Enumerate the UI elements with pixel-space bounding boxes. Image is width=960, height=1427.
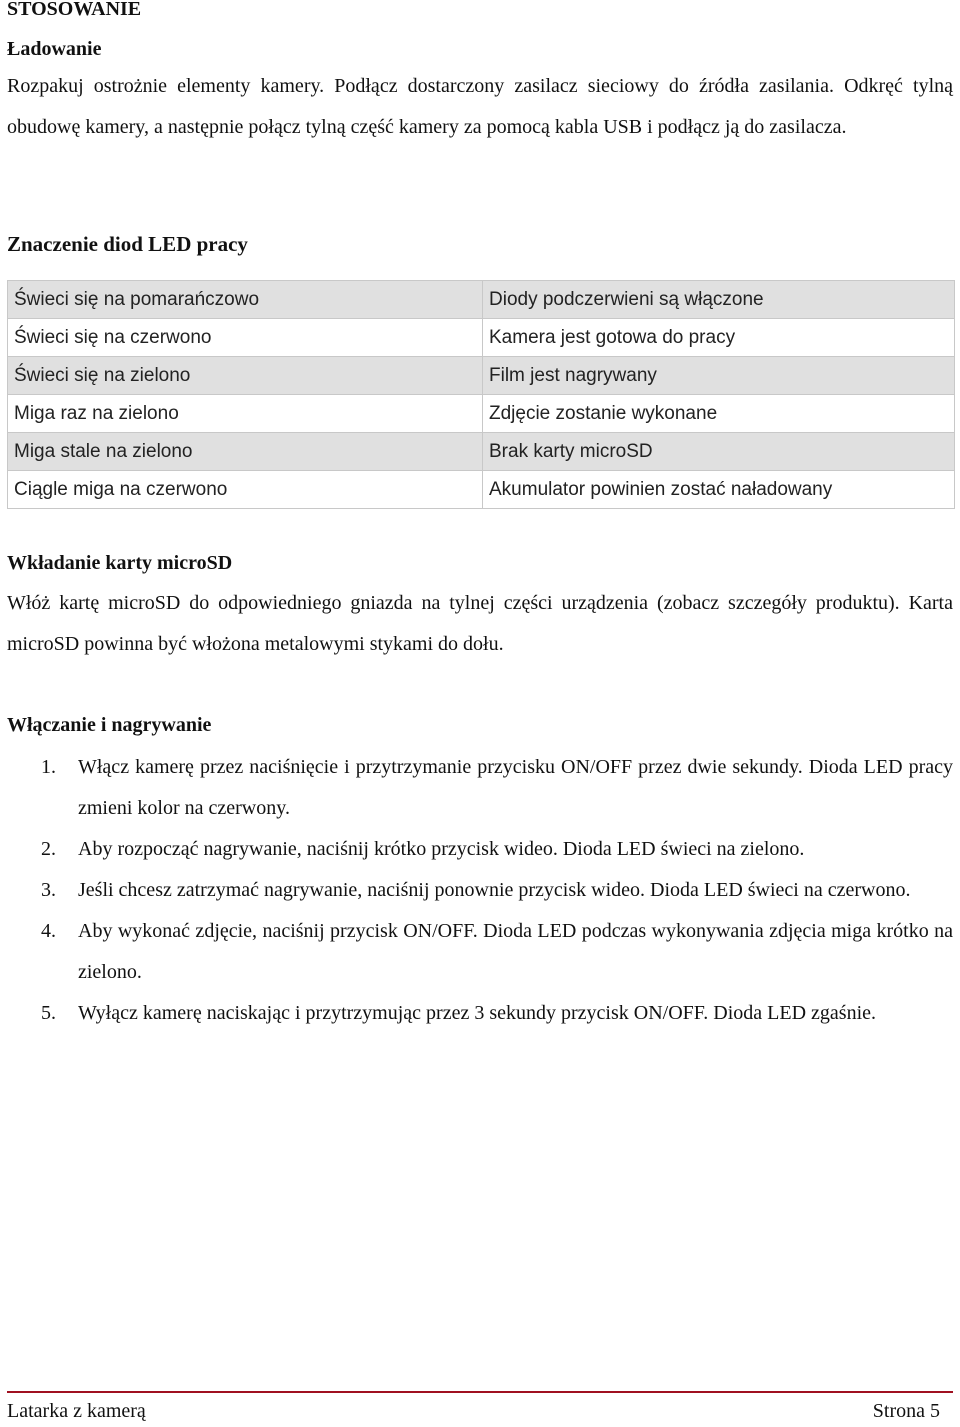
microsd-title: Wkładanie karty microSD (7, 552, 233, 574)
step-text: Wyłącz kamerę naciskając i przytrzymując przez 3 sekundy przycisk ON/OFF. Dioda LED zgaśnie. (78, 1002, 877, 1024)
led-meaning-cell: Kamera jest gotowa do pracy (483, 319, 955, 357)
microsd-paragraph: Włóż kartę microSD do odpowiedniego gniazda na tylnej części urządzenia (zobacz szczegóły produktu). Karta microSD powinna być włożona metalowymi stykami do dołu. (7, 592, 953, 655)
step-number: 4. (41, 920, 56, 942)
footer-page-number: Strona 5 (872, 1400, 940, 1422)
led-state-cell: Świeci się na czerwono (8, 319, 483, 357)
led-meaning-cell: Zdjęcie zostanie wykonane (483, 395, 955, 433)
step-text: Jeśli chcesz zatrzymać nagrywanie, naciśnij ponownie przycisk wideo. Dioda LED świeci na czerwono. (78, 879, 911, 901)
step-number: 2. (41, 838, 56, 860)
table-row (8, 471, 955, 509)
led-state-cell: Miga stale na zielono (8, 433, 483, 471)
charging-title: Ładowanie (7, 38, 102, 60)
led-table-heading (7, 232, 248, 257)
step-number: 5. (41, 1002, 56, 1024)
led-state-cell: Świeci się na pomarańczowo (8, 281, 483, 319)
list-item (7, 911, 953, 993)
step-text: Aby wykonać zdjęcie, naciśnij przycisk ON/OFF. Dioda LED podczas wykonywania zdjęcia miga krótko na zielono. (78, 920, 953, 983)
list-item (7, 829, 953, 870)
table-row (8, 319, 955, 357)
led-state-cell: Świeci się na zielono (8, 357, 483, 395)
table-row (8, 281, 955, 319)
list-item (7, 993, 953, 1034)
led-meaning-cell: Brak karty microSD (483, 433, 955, 471)
led-meaning-cell: Film jest nagrywany (483, 357, 955, 395)
footer-divider (7, 1391, 953, 1393)
led-meaning-table (7, 280, 955, 509)
charging-paragraph: Rozpakuj ostrożnie elementy kamery. Podłącz dostarczony zasilacz sieciowy do źródła zasilania. Odkręć tylną obudowę kamery, a następnie połącz tylną część kamery za pomocą kabla USB i podłącz ją do zasilacza. (7, 75, 953, 138)
step-text: Włącz kamerę przez naciśnięcie i przytrzymanie przycisku ON/OFF przez dwie sekundy. Dioda LED pracy zmieni kolor na czerwony. (78, 756, 953, 819)
step-number: 3. (41, 879, 56, 901)
top-title: STOSOWANIE (7, 0, 142, 20)
led-meaning-cell: Diody podczerwieni są włączone (483, 281, 955, 319)
list-item (7, 870, 953, 911)
led-state-cell: Ciągle miga na czerwono (8, 471, 483, 509)
led-state-cell: Miga raz na zielono (8, 395, 483, 433)
footer-product-name: Latarka z kamerą (7, 1400, 146, 1422)
table-row (8, 433, 955, 471)
step-number: 1. (41, 756, 56, 778)
recording-title: Włączanie i nagrywanie (7, 714, 212, 736)
table-row (8, 395, 955, 433)
step-text: Aby rozpocząć nagrywanie, naciśnij krótko przycisk wideo. Dioda LED świeci na zielono. (78, 838, 805, 860)
list-item (7, 747, 953, 829)
recording-steps-list (7, 747, 953, 1034)
table-row (8, 357, 955, 395)
led-heading-text: Znaczenie diod LED pracy (7, 232, 248, 256)
led-meaning-cell: Akumulator powinien zostać naładowany (483, 471, 955, 509)
